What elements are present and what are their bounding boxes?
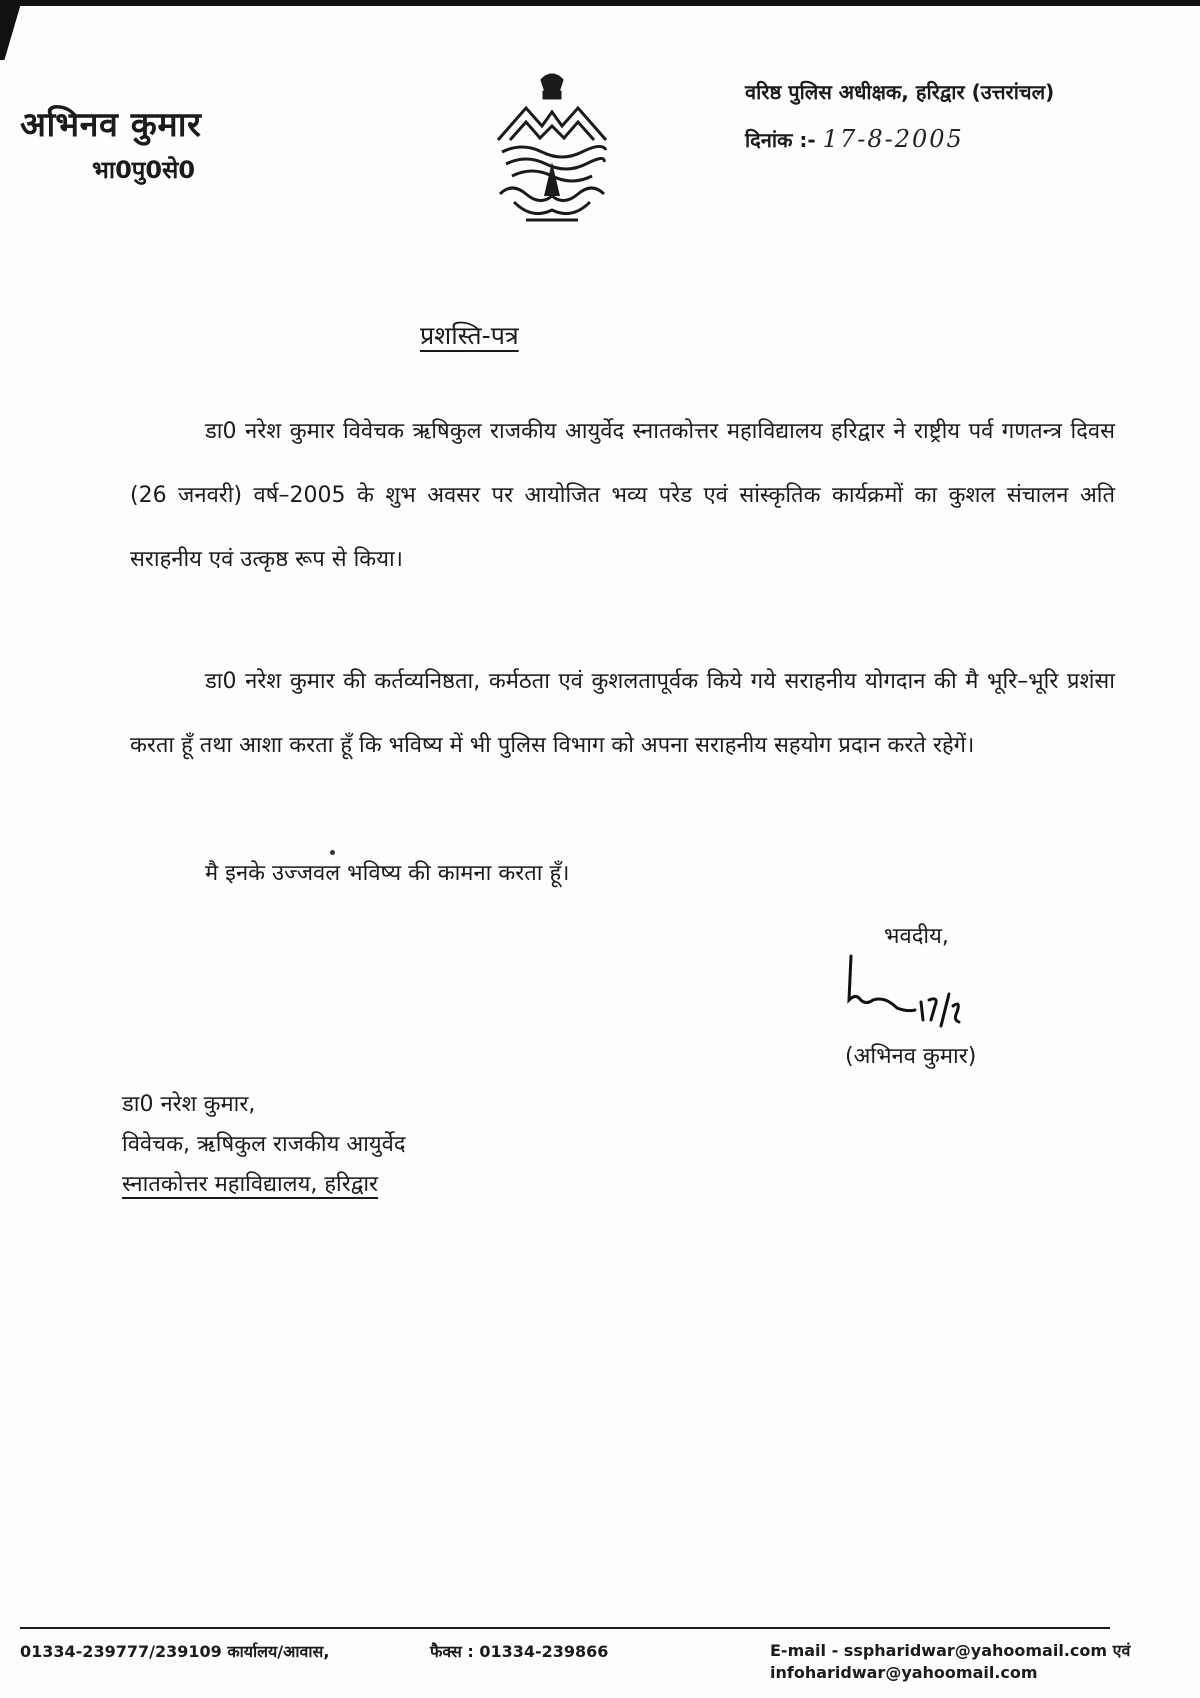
scan-edge-top bbox=[0, 0, 1200, 14]
footer-email-1: E-mail - sspharidwar@yahoomail.com एवं bbox=[770, 1641, 1131, 1660]
date-value: 17-8-2005 bbox=[822, 125, 964, 153]
handwritten-signature-icon bbox=[845, 950, 975, 1030]
signer-name: (अभिनव कुमार) bbox=[845, 1044, 977, 1069]
footer-email bbox=[770, 1640, 1130, 1684]
sender-name: अभिनव कुमार bbox=[20, 105, 202, 145]
office-designation: वरिष्ठ पुलिस अधीक्षक, हरिद्वार (उत्तरांचल) bbox=[745, 80, 1055, 104]
ink-dot bbox=[330, 850, 335, 855]
footer-fax: फैक्स : 01334-239866 bbox=[430, 1642, 609, 1661]
addressee-block bbox=[122, 1085, 406, 1205]
addressee-line-1: डा0 नरेश कुमार, bbox=[122, 1092, 256, 1117]
body-paragraph-2: डा0 नरेश कुमार की कर्तव्यनिष्ठता, कर्मठता एवं कुशलतापूर्वक किये गये सराहनीय योगदान की मै भूरि–भूरि प्रशंसा करता हूँ तथा आशा करता हूँ कि भविष्य में भी पुलिस विभाग को अपना सराहनीय सहयोग प्रदान करते रहेगें। bbox=[130, 669, 1115, 758]
addressee-line-2: विवेचक, ऋषिकुल राजकीय आयुर्वेद bbox=[122, 1132, 406, 1157]
footer-divider bbox=[20, 1627, 1110, 1629]
state-emblem-icon bbox=[492, 70, 612, 240]
footer-phone: 01334-239777/239109 कार्यालय/आवास, bbox=[20, 1642, 330, 1661]
footer-email-2: infoharidwar@yahoomail.com bbox=[770, 1663, 1038, 1682]
letter-heading: प्रशस्ति-पत्र bbox=[420, 321, 519, 350]
sender-service: भा0पु0से0 bbox=[92, 156, 196, 184]
closing-salutation: भवदीय, bbox=[884, 924, 949, 949]
date-row bbox=[745, 125, 964, 153]
date-label: दिनांक :- bbox=[745, 128, 816, 152]
body-paragraph-3: मै इनके उज्जवल भविष्य की कामना करता हूँ। bbox=[205, 861, 570, 886]
scan-edge-left bbox=[0, 0, 22, 60]
body-paragraph-1: डा0 नरेश कुमार विवेचक ऋषिकुल राजकीय आयुर्वेद स्नातकोत्तर महाविद्यालय हरिद्वार ने राष्ट्रीय पर्व गणतन्त्र दिवस (26 जनवरी) वर्ष–2005 के शुभ अवसर पर आयोजित भव्य परेड एवं सांस्कृतिक कार्यक्रमों का कुशल संचालन अति सराहनीय एवं उत्कृष्ठ रूप से किया। bbox=[130, 419, 1115, 572]
addressee-line-3: स्नातकोत्तर महाविद्यालय, हरिद्वार bbox=[122, 1172, 379, 1197]
